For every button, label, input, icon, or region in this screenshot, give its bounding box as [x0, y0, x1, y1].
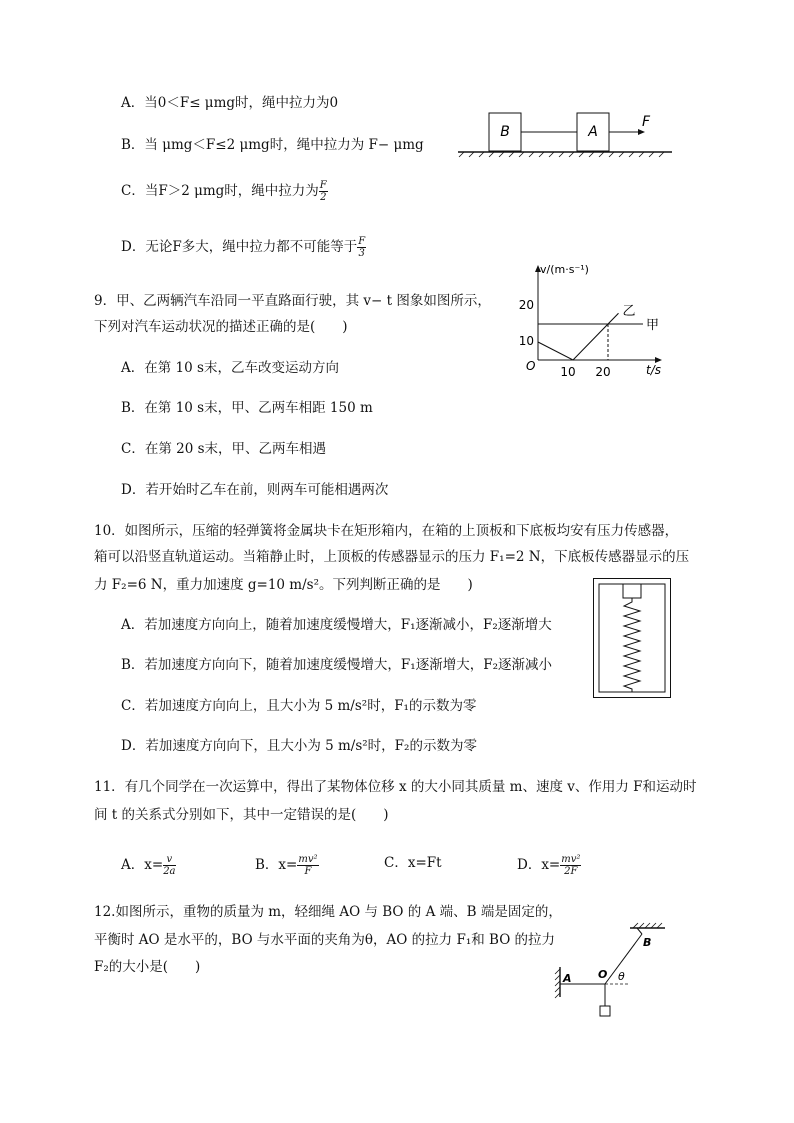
force-label: F: [642, 114, 651, 130]
origin-label: O: [526, 359, 536, 373]
x-axis-label: t/s: [646, 363, 661, 377]
q9-option-c: C．在第 20 s末，甲、乙两车相遇: [121, 441, 327, 457]
q8-option-a: A．当0＜F≤ μmg时，绳中拉力为0: [121, 95, 339, 111]
q11-option-b-fraction: $\frac{\text{mv²}}{F}$: [298, 854, 318, 877]
spring-box-figure: [593, 578, 673, 700]
q10-option-d: D．若加速度方向向下，且大小为 5 m/s²时，F₂的示数为零: [121, 738, 477, 754]
x-tick-label-10: 10: [560, 365, 576, 379]
fraction-f-over-2: $\frac{F}{2}$: [319, 180, 327, 203]
q9-option-a: A．在第 10 s末，乙车改变运动方向: [121, 360, 339, 376]
q11-option-d-fraction: $\frac{\text{mv²}}{2F}$: [561, 854, 581, 877]
q10-stem-line-3: 力 F₂=6 N，重力加速度 g=10 m/s²。下列判断正确的是 ): [94, 577, 473, 593]
q10-option-b: B．若加速度方向向下，随着加速度缓慢增大，F₁逐渐增大，F₂逐渐减小: [121, 657, 552, 673]
point-a-label: A: [563, 972, 572, 985]
q11-option-a-prefix: A．x=: [121, 857, 164, 873]
y-tick-label-10: 10: [518, 334, 534, 348]
q11-stem-line-1: 11．有几个同学在一次运算中，得出了某物体位移 x 的大小同其质量 m、速度 v、作用力 F和运动时: [94, 779, 697, 795]
x-tick-label-20: 20: [595, 365, 611, 379]
point-o-label: O: [598, 968, 608, 981]
q11-option-b-prefix: B．x=: [255, 857, 298, 873]
q11-option-d: [517, 854, 581, 877]
q11-stem-line-2: 间 t 的关系式分别如下，其中一定错误的是( ): [94, 807, 389, 823]
hanging-mass: [600, 1006, 610, 1016]
q12-stem-line-2: 平衡时 AO 是水平的，BO 与水平面的夹角为θ，AO 的拉力 F₁和 BO 的拉力: [94, 932, 556, 948]
ceiling-connector: [637, 928, 642, 934]
q9-option-b: B．在第 10 s末，甲、乙两车相距 150 m: [121, 400, 373, 416]
q8-option-d-text: D．无论F多大，绳中拉力都不可能等于: [121, 239, 358, 255]
q10-stem-line-2: 箱可以沿竖直轨道运动。当箱静止时，上顶板的传感器显示的压力 F₁=2 N，下底板传感器显示的压: [94, 549, 690, 565]
q8-option-d: [121, 236, 366, 259]
q9-stem-line-1: 9．甲、乙两辆汽车沿同一平直路面行驶，其 v− t 图象如图所示，: [94, 293, 491, 309]
q10-option-a: A．若加速度方向向上，随着加速度缓慢增大，F₁逐渐减小，F₂逐渐增大: [121, 617, 552, 633]
y-axis-label: v/(m·s⁻¹): [540, 263, 589, 276]
block-a-label: A: [588, 124, 598, 140]
blocks-figure: [456, 108, 676, 158]
point-b-label: B: [643, 936, 652, 949]
y-tick-label-20: 20: [518, 298, 534, 312]
series-yi-line: [538, 313, 619, 360]
q11-option-a-fraction: $\frac{v}{2a}$: [163, 854, 176, 877]
q11-option-d-prefix: D．x=: [517, 857, 561, 873]
ceiling-hatching: [633, 923, 662, 928]
q11-option-a: [121, 854, 176, 877]
q8-option-c: [121, 180, 328, 203]
metal-block: [623, 584, 641, 598]
left-wall-hatching: [555, 969, 560, 998]
hanging-mass-figure: [545, 922, 675, 1022]
q12-stem-line-1: 12.如图所示，重物的质量为 m，轻细绳 AO 与 BO 的 A 端、B 端是固定的，: [94, 904, 562, 920]
series-jia-label: 甲: [646, 318, 660, 333]
q10-stem-line-1: 10．如图所示，压缩的轻弹簧将金属块卡在矩形箱内，在箱的上顶板和下底板均安有压力传感器，: [94, 523, 679, 539]
compressed-spring: [624, 598, 640, 692]
q10-option-c: C．若加速度方向向上，且大小为 5 m/s²时，F₁的示数为零: [121, 698, 477, 714]
q8-option-c-text: C．当F＞2 μmg时，绳中拉力为: [121, 183, 319, 199]
q9-stem-line-2: 下列对汽车运动状况的描述正确的是( ): [94, 319, 348, 335]
q11-option-b: [255, 854, 319, 877]
q12-stem-line-3: F₂的大小是( ): [94, 959, 201, 975]
fraction-f-over-3: $\frac{F}{3}$: [358, 236, 366, 259]
vt-chart: [500, 260, 680, 385]
series-yi-label: 乙: [622, 304, 636, 320]
q8-option-b: B．当 μmg＜F≤2 μmg时，绳中拉力为 F− μmg: [121, 137, 424, 153]
q11-option-c: C．x=Ft: [384, 855, 442, 871]
block-b-label: B: [500, 124, 510, 140]
q9-option-d: D．若开始时乙车在前，则两车可能相遇两次: [121, 482, 389, 498]
ground-hatching: [459, 152, 664, 157]
angle-theta-label: θ: [618, 970, 625, 983]
